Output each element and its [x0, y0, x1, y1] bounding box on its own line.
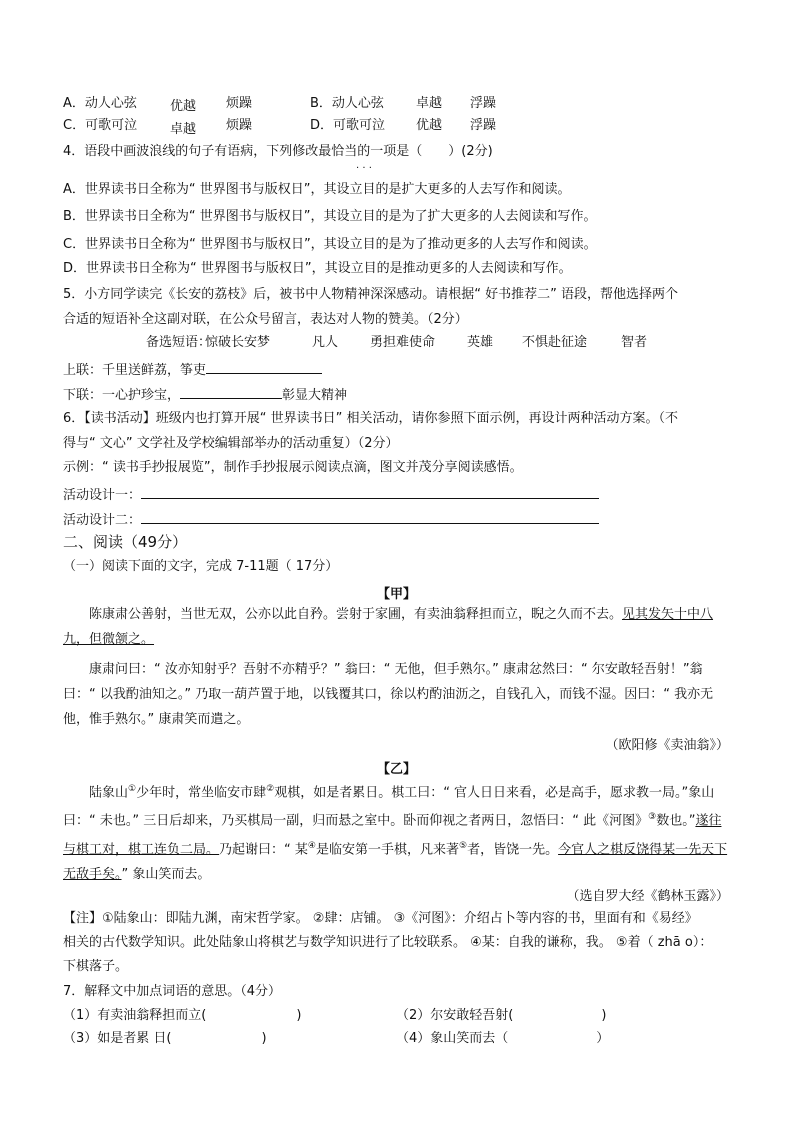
yi-text-4: 数也。” — [656, 813, 696, 829]
q5-stem-line2: 合适的短语补全这副对联，在公众号留言，表达对人物的赞美。（2分） — [63, 312, 468, 327]
q4-option-d: D．世界读书日全称为“ 世界图书与版权日”，其设立目的是推动更多的人去阅读和写作。 — [63, 261, 572, 276]
q5-stem-line1: 5．小方同学读完《长安的荔枝》后，被书中人物精神深深感动。请根据“ 好书推荐二” 语段，帮他选择两个 — [63, 287, 679, 302]
section2-title: 二、阅读（49分） — [63, 533, 188, 551]
q7-item2-text: （2）尔安敢轻吾射( — [396, 1008, 514, 1023]
q5-option-6: 智者 — [621, 335, 648, 350]
q5-option-4: 英雄 — [467, 335, 494, 350]
q5-option-2: 凡人 — [312, 335, 339, 350]
q7-item1-text: （1）有卖油翁释担而立( — [63, 1008, 207, 1023]
q3-option-a: A．动人心弦 — [63, 96, 137, 111]
yi-source: （选自罗大经《鹤林玉露》） — [566, 889, 729, 904]
q3-option-c-word2: 卓越 — [170, 122, 197, 137]
q3-option-a-word2: 优越 — [170, 99, 197, 114]
q7-item2 — [396, 1007, 606, 1025]
yi-underlined-1: 遂往与棋工对，棋工连负二局。 — [63, 813, 722, 857]
yi-note-ref-4: ④ — [307, 840, 316, 851]
q6-design-two — [63, 509, 599, 530]
q5-option-5: 不惧赴征途 — [522, 335, 588, 350]
q6-design-one-blank[interactable] — [141, 484, 599, 499]
q6-stem-line2: 得与“ 文心” 文学社及学校编辑部举办的活动重复）（2分） — [63, 436, 399, 451]
q4-option-c: C．世界读书日全称为“ 世界图书与版权日”，其设立目的是为了推动更多的人去写作和阅读。 — [63, 237, 597, 252]
q6-design-one — [63, 484, 599, 505]
section2-part1: （一）阅读下面的文字，完成 7-11题（ 17分） — [63, 559, 339, 574]
q7-item3-text: （3）如是者累 日( — [63, 1031, 172, 1046]
yi-note-ref-1: ① — [128, 784, 137, 794]
q5-upper-blank[interactable] — [206, 359, 322, 374]
q5-option-3: 勇担难使命 — [370, 335, 436, 350]
q6-stem-line1: 6．【读书活动】班级内也打算开展“ 世界读书日” 相关活动，请你参照下面示例，再设计两种活动方案。（不 — [63, 411, 679, 426]
note-line2: 相关的古代数学知识。此处陆象山将棋艺与数学知识进行了比较联系。 ④某：自我的谦称，我。 ⑤着（ zhā o）： — [63, 935, 713, 950]
q3-option-d: D．可歌可泣 — [310, 118, 386, 133]
q3-option-c: C．可歌可泣 — [63, 118, 138, 133]
note-line1: 【注】①陆象山：即陆九渊，南宋哲学家。 ②肆：店铺。 ③《河图》：介绍占卜等内容的书，里面有和《易经》 — [63, 911, 698, 926]
q3-option-b: B．动人心弦 — [310, 96, 384, 111]
yi-text-3: 观棋，如是者累日。棋工曰：“ 官人日日来看，必是高手，愿求教一局。”象山曰：“ 未也。” 三日后却来，乃买棋局一副，归而悬之室中。卧而仰视之者两日，忽悟曰：“ 此《河图》 — [63, 785, 715, 829]
jia-p1-text: 陈康肃公善射，当世无双，公亦以此自矜。尝射于家圃，有卖油翁释担而立，睨之久而不去。 — [89, 607, 623, 622]
q6-design-two-blank[interactable] — [141, 509, 599, 524]
q5-lower-prefix: 下联：一心护珍宝， — [63, 388, 181, 403]
q3-option-a-word3: 烦躁 — [226, 96, 253, 111]
q5-options-label: 备选短语： — [146, 335, 212, 350]
yi-note-ref-3: ③ — [648, 812, 657, 823]
yi-text-7: 者，皆饶一先。 — [467, 841, 559, 857]
jia-paragraph2: 康肃问曰：“ 汝亦知射乎？吾射不亦精乎？” 翁曰：“ 无他，但手熟尔。” 康肃忿然曰：“ 尔安敢轻吾射！”翁曰：“ 以我酌油知之。” 乃取一葫芦置于地，以钱覆其口，徐以杓酌油沥之，自钱孔入，而钱不湿。因曰：“ 我亦无他，惟手熟尔。” 康肃笑而遣之。 — [63, 662, 714, 727]
q4-option-a: A．世界读书日全称为“ 世界图书与版权日”，其设立目的是扩大更多的人去写作和阅读。 — [63, 182, 571, 197]
q7-item4 — [396, 1030, 609, 1048]
jia-heading: 【甲】 — [376, 587, 416, 602]
yi-note-ref-2: ② — [266, 784, 275, 794]
q5-option-1: 惊破长安梦 — [205, 335, 271, 350]
q4-stem: 4．语段中画波浪线的句子有语病，下列修改最恰当的一项是（ ）(2分) — [63, 144, 493, 159]
q3-option-b-word2: 卓越 — [416, 96, 443, 111]
q3-option-d-word3: 浮躁 — [470, 118, 497, 133]
q7-stem: 7．解释文中加点词语的意思。（4分） — [63, 984, 282, 999]
yi-underlined-2: 今官人之棋反饶得某一先天下无敌手矣。 — [63, 841, 728, 882]
q3-option-b-word3: 浮躁 — [470, 96, 497, 111]
yi-heading: 【乙】 — [376, 762, 416, 777]
yi-text-6: 是临安第一手棋，凡来著 — [315, 841, 459, 857]
jia-paragraph1 — [63, 602, 731, 652]
yi-text-1: 陆象山 — [89, 785, 129, 801]
q3-option-c-word3: 烦躁 — [226, 118, 253, 133]
q4-emphasis-dots: · · · — [356, 163, 372, 174]
q4-option-b: B．世界读书日全称为“ 世界图书与版权日”，其设立目的是为了扩大更多的人去阅读和写作。 — [63, 209, 597, 224]
q3-option-d-word2: 优越 — [416, 118, 443, 133]
q6-design-two-label: 活动设计二： — [63, 513, 142, 528]
yi-text-5: 乃起谢曰：“ 某 — [219, 841, 308, 857]
note-line3: 下棋落子。 — [63, 959, 129, 974]
q7-item1 — [63, 1007, 301, 1025]
q5-lower-blank[interactable] — [180, 384, 282, 399]
q7-item3 — [63, 1030, 267, 1048]
q5-lower-suffix: 彰显大精神 — [282, 388, 348, 403]
jia-p1-underlined: 见其发矢十中八九，但微颔之。 — [63, 607, 714, 647]
yi-note-ref-5: ⑤ — [458, 840, 468, 851]
q7-item1-close: ) — [296, 1008, 302, 1023]
q6-example: 示例：“ 读书手抄报展览”，制作手抄报展示阅读点滴，图文并茂分享阅读感悟。 — [63, 460, 523, 475]
q6-design-one-label: 活动设计一： — [63, 488, 142, 503]
q7-item3-close: ) — [261, 1031, 267, 1046]
q5-upper-couplet — [63, 359, 322, 380]
q7-item4-text: （4）象山笑而去（ — [396, 1031, 509, 1046]
yi-text-8: ” 象山笑而去。 — [121, 866, 211, 882]
q5-upper-text: 上联：千里送鲜荔，筝吏 — [63, 363, 207, 378]
jia-source: （欧阳修《卖油翁》） — [605, 738, 729, 753]
yi-text-2: 少年时，常坐临安市肆 — [136, 785, 267, 801]
yi-paragraph — [63, 777, 731, 887]
q7-item2-close: ) — [601, 1008, 607, 1023]
q7-item4-close: ） — [596, 1031, 610, 1046]
q5-lower-couplet — [63, 384, 347, 405]
